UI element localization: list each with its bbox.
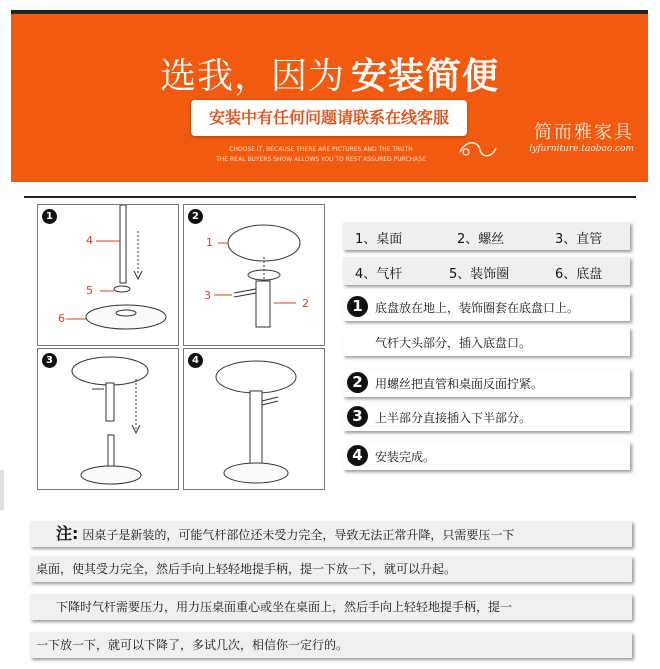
diagram-step-2 <box>183 204 325 346</box>
customer-service-pill: 安装中有任何问题请联系在线客服 <box>191 100 467 136</box>
diagram-step-badge: 1 <box>42 209 57 224</box>
part-label: 2 <box>302 297 309 310</box>
banner-headline <box>11 48 648 99</box>
legend-item-screw: 2、螺丝 <box>457 232 505 247</box>
step-2 <box>343 369 630 397</box>
step-text: 气杆大头部分，插入底盘口。 <box>375 336 532 350</box>
note-text: 桌面，使其受力完全，然后手向上轻轻地提手柄，提一下放一下，就可以升起。 <box>36 562 457 576</box>
finished-table-illustration <box>184 349 324 489</box>
fine-print-2: THE REAL BUYERS SHOW ALLOWS YOU TO REST ASSURED PURCHASE <box>216 156 426 163</box>
diagram-step-badge: 4 <box>188 353 203 368</box>
legend-item-tabletop: 1、桌面 <box>355 232 403 247</box>
legend-item-pipe: 3、直管 <box>555 232 603 247</box>
divider-line <box>24 196 636 198</box>
edge-mark <box>0 470 4 510</box>
parts-legend-row-2 <box>343 257 630 285</box>
brand-swirl-icon <box>458 138 498 162</box>
step-1 <box>343 293 630 321</box>
step-number-badge: 2 <box>347 372 368 393</box>
step-4 <box>343 442 630 470</box>
headline-strong: 安装简便 <box>351 56 500 97</box>
note-text: 下降时气杆需要压力，用力压桌面重心或坐在桌面上，然后手向上轻轻地提手柄，提一 <box>56 600 513 614</box>
header-banner <box>11 10 648 182</box>
note-line-3 <box>30 594 632 620</box>
diagram-step-badge: 3 <box>42 353 57 368</box>
step-text: 上半部分直接插入下半部分。 <box>375 411 532 425</box>
step-1-continued <box>343 328 630 356</box>
diagram-step-badge: 2 <box>188 209 203 224</box>
diagram-step-4 <box>183 348 325 490</box>
part-label: 5 <box>86 284 93 297</box>
insert-upper-illustration <box>38 349 178 489</box>
diagram-step-3 <box>37 348 179 490</box>
legend-item-trim-ring: 5、装饰圈 <box>449 267 510 282</box>
parts-legend-row-1 <box>343 222 630 250</box>
note-label: 注: <box>56 524 79 543</box>
step-number-badge: 1 <box>347 296 368 317</box>
legend-item-base: 6、底盘 <box>555 267 603 282</box>
step-number-badge: 4 <box>347 445 368 466</box>
brand-url: lyfurniture.taobao.com <box>529 144 634 154</box>
part-label: 1 <box>206 236 213 249</box>
step-text: 安装完成。 <box>375 450 436 464</box>
note-line-4 <box>30 632 632 658</box>
note-line-1 <box>30 521 632 547</box>
brand-watermark <box>529 118 634 154</box>
note-text: 因桌子是新装的，可能气杆部位还未受力完全，导致无法正常升降，只需要压一下 <box>82 528 515 542</box>
step-text: 用螺丝把直管和桌面反面拧紧。 <box>375 377 544 391</box>
diagram-step-1 <box>37 204 179 346</box>
fine-print-1: CHOOSE IT, BECAUSE THERE ARE PICTURES AND THE TRUTH <box>229 146 413 153</box>
part-label: 4 <box>86 234 93 247</box>
headline-plain: 选我，因为 <box>159 56 345 97</box>
step-number-badge: 3 <box>347 406 368 427</box>
note-text: 一下放一下，就可以下降了，多试几次，相信你一定行的。 <box>36 638 349 652</box>
legend-item-gas-lift: 4、气杆 <box>355 267 403 282</box>
step-text: 底盘放在地上，装饰圈套在底盘口上。 <box>375 301 580 315</box>
step-3 <box>343 403 630 431</box>
tabletop-screw-illustration <box>184 205 324 345</box>
brand-name-cn: 简而雅家具 <box>534 122 634 143</box>
part-label: 6 <box>58 312 65 325</box>
note-line-2 <box>30 556 632 582</box>
part-label: 3 <box>204 289 211 302</box>
